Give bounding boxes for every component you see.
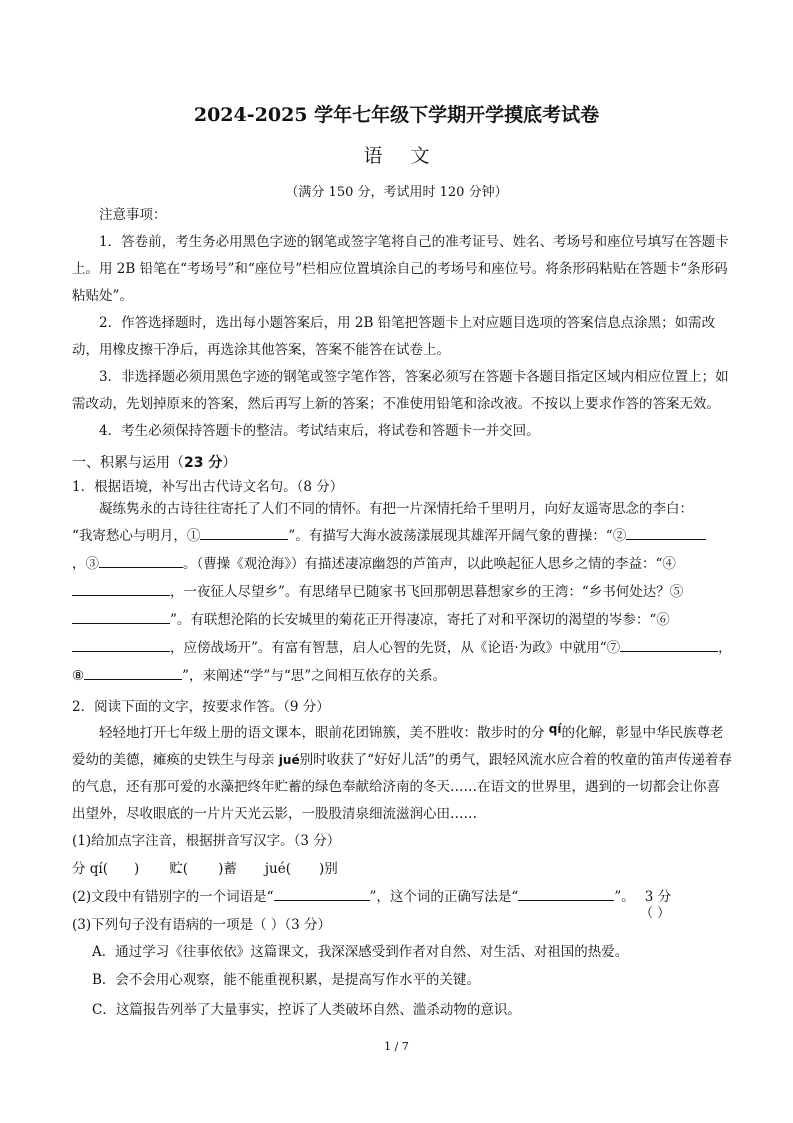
notice-item-3: 3．非选择题必须用黑色字迹的钢笔或签字笔作答，答案必须写在答题卡各题目指定区域内相应位置上；如需改动，先划掉原来的答案，然后再写上新的答案；不准使用铅笔和涂改液。不按以上要求作答的答案无效。 [72, 369, 729, 412]
q1-line-1: 凝练隽永的古诗往往寄托了人们不同的情怀。有把一片深情托给千里明月，向好友遥寄思念的李白： [99, 501, 693, 517]
q2-stem: 2．阅读下面的文字，按要求作答。（9 分） [72, 699, 330, 715]
sub1-item-xu: )蓄 [218, 861, 237, 877]
q2-passage-text: 的化解，彰显中华民族尊老爱幼的美德，瘫痪的史铁生与母亲 [72, 725, 724, 768]
option-a[interactable]: A．通过学习《往事依依》这篇课文，我深深感受到作者对自然、对生活、对祖国的热爱。 [92, 944, 629, 960]
answer-blank-6[interactable] [72, 636, 170, 652]
page-number: 1 / 7 [384, 1040, 409, 1053]
exam-title: 2024-2025 学年七年级下学期开学摸底考试卷 [193, 104, 600, 126]
answer-blank-5[interactable] [72, 608, 170, 624]
answer-blank-7[interactable] [620, 636, 718, 652]
answer-blank-qi[interactable] [108, 858, 134, 873]
sub2-text: ”。 [614, 889, 635, 905]
q1-text: ⑧ [72, 668, 85, 684]
sub1-item-close: ) [134, 861, 140, 877]
sub2-text: ”，这个词的正确写法是“ [369, 889, 519, 905]
q1-line-6 [72, 635, 732, 662]
answer-blank-3[interactable] [99, 552, 183, 568]
q1-line-5 [72, 607, 732, 634]
q1-line-4 [72, 579, 732, 606]
q1-text: ”，来阐述“学”与“思”之间相互依存的关系。 [182, 668, 447, 684]
answer-blank-4[interactable] [72, 580, 170, 596]
answer-blank-zhu[interactable] [188, 858, 218, 873]
sub1-item-zhu: 贮( • [169, 861, 188, 877]
notice-item-1: 1．答卷前，考生务必用黑色字迹的钢笔或签字笔将自己的准考证号、姓名、考场号和座位号填写在答题卡上。用 2B 铅笔在“考场号”和“座位号”栏相应位置填涂自己的考场号和座位号。将条形码粘贴在答题卡“条形码粘贴处”。 [72, 234, 729, 304]
notice-item-4: 4．考生必须保持答题卡的整洁。考试结束后，将试卷和答题卡一并交回。 [99, 423, 540, 439]
section-score: 23 分 [184, 455, 223, 471]
notice-heading [72, 202, 732, 229]
score-info: （满分 150 分，考试用时 120 分钟） [285, 185, 508, 200]
sub1-item-qi: 分 qí( [72, 861, 109, 877]
notice-heading-text: 注意事项： [99, 207, 167, 223]
sub2-score: 3 分 [644, 889, 672, 905]
q1-text: “我寄愁心与明月，① [72, 528, 201, 544]
sub2-score-paren: （ ） [640, 906, 671, 921]
q1-text: 。（曹操《观沧海》）有描述凄凉幽怨的芦笛声，以此唤起征人思乡之情的李益：“④ [183, 556, 676, 572]
q1-line-3 [72, 551, 732, 578]
q2-sub1: (1)给加点字注音，根据拼音写汉字。（3 分） [72, 833, 341, 849]
pinyin-jue: jué [278, 753, 300, 767]
sub2-text: (2)文段中有错别字的一个词语是“ [72, 889, 274, 905]
section-heading-text: 一、积累与运用（ [72, 455, 184, 471]
q1-text: ”。有联想沦陷的长安城里的菊花正开得凄凉，寄托了对和平深切的渴望的岑参：“⑥ [170, 612, 670, 628]
answer-blank-8[interactable] [84, 664, 182, 680]
q1-text: ”。有描写大海水波荡漾展现其雄浑开阔气象的曹操：“② [288, 528, 627, 544]
q1-line-2 [72, 523, 732, 550]
answer-blank-1[interactable] [200, 524, 288, 540]
section-heading [72, 452, 236, 472]
answer-blank-jue[interactable] [291, 858, 319, 873]
q2-passage-text: 轻轻地打开七年级上册的语文课本，眼前花团锦簇，美不胜收：散步时的分 [99, 725, 549, 741]
sub1-item-bie: )别 [319, 861, 338, 877]
subject-title: 语文 [363, 145, 458, 167]
q1-text: ，③ [72, 556, 99, 572]
answer-blank-correct-word[interactable] [518, 885, 614, 901]
q1-text: ，一夜征人尽望乡”。有思绪早已随家书飞回那朝思暮想家乡的王湾：“乡书何处达？⑤ [170, 584, 684, 600]
q2-passage-text: 别时收获了“好好儿活”的勇气，跟轻风流水应合着的牧童的笛声传递着春的气息，还有那可爱的水藻把终年贮蓄的绿色奉献给济南的冬天……在语文的世界里，遇到的一切都会让你喜出望外，尽收眼底的一片片天光云影，一股股清泉细流滋润心田…… [72, 752, 732, 822]
notice-item-2: 2．作答选择题时，选出每小题答案后，用 2B 铅笔把答题卡上对应题目选项的答案信息点涂黑；如需改动，用橡皮擦干净后，再选涂其他答案，答案不能答在试卷上。 [72, 315, 716, 358]
q1-line-7 [72, 663, 732, 690]
q2-sub3: (3)下列句子没有语病的一项是（ ）（3 分） [72, 917, 332, 933]
option-c[interactable]: C．这篇报告列举了大量事实，控诉了人类破坏自然、滥杀动物的意识。 [92, 1002, 521, 1018]
answer-blank-wrong-word[interactable] [274, 885, 370, 901]
q2-sub1-items [72, 856, 732, 883]
q2-sub2 [72, 884, 732, 911]
option-b[interactable]: B．会不会用心观察，能不能重视积累，是提高写作水平的关键。 [92, 972, 480, 988]
answer-blank-2[interactable] [626, 524, 706, 540]
pinyin-qi: qí [548, 722, 562, 736]
q2-passage [72, 716, 732, 828]
sub1-item-jue: jué( [264, 861, 292, 877]
q1-text: ，应傍战场开”。有富有智慧，启人心智的先贤，从《论语·为政》中就用“⑦ [170, 640, 621, 656]
q1-stem: 1．根据语境，补写出古代诗文名句。（8 分） [72, 479, 344, 495]
section-heading-close: ） [222, 455, 237, 471]
q1-text: ， [718, 640, 732, 656]
